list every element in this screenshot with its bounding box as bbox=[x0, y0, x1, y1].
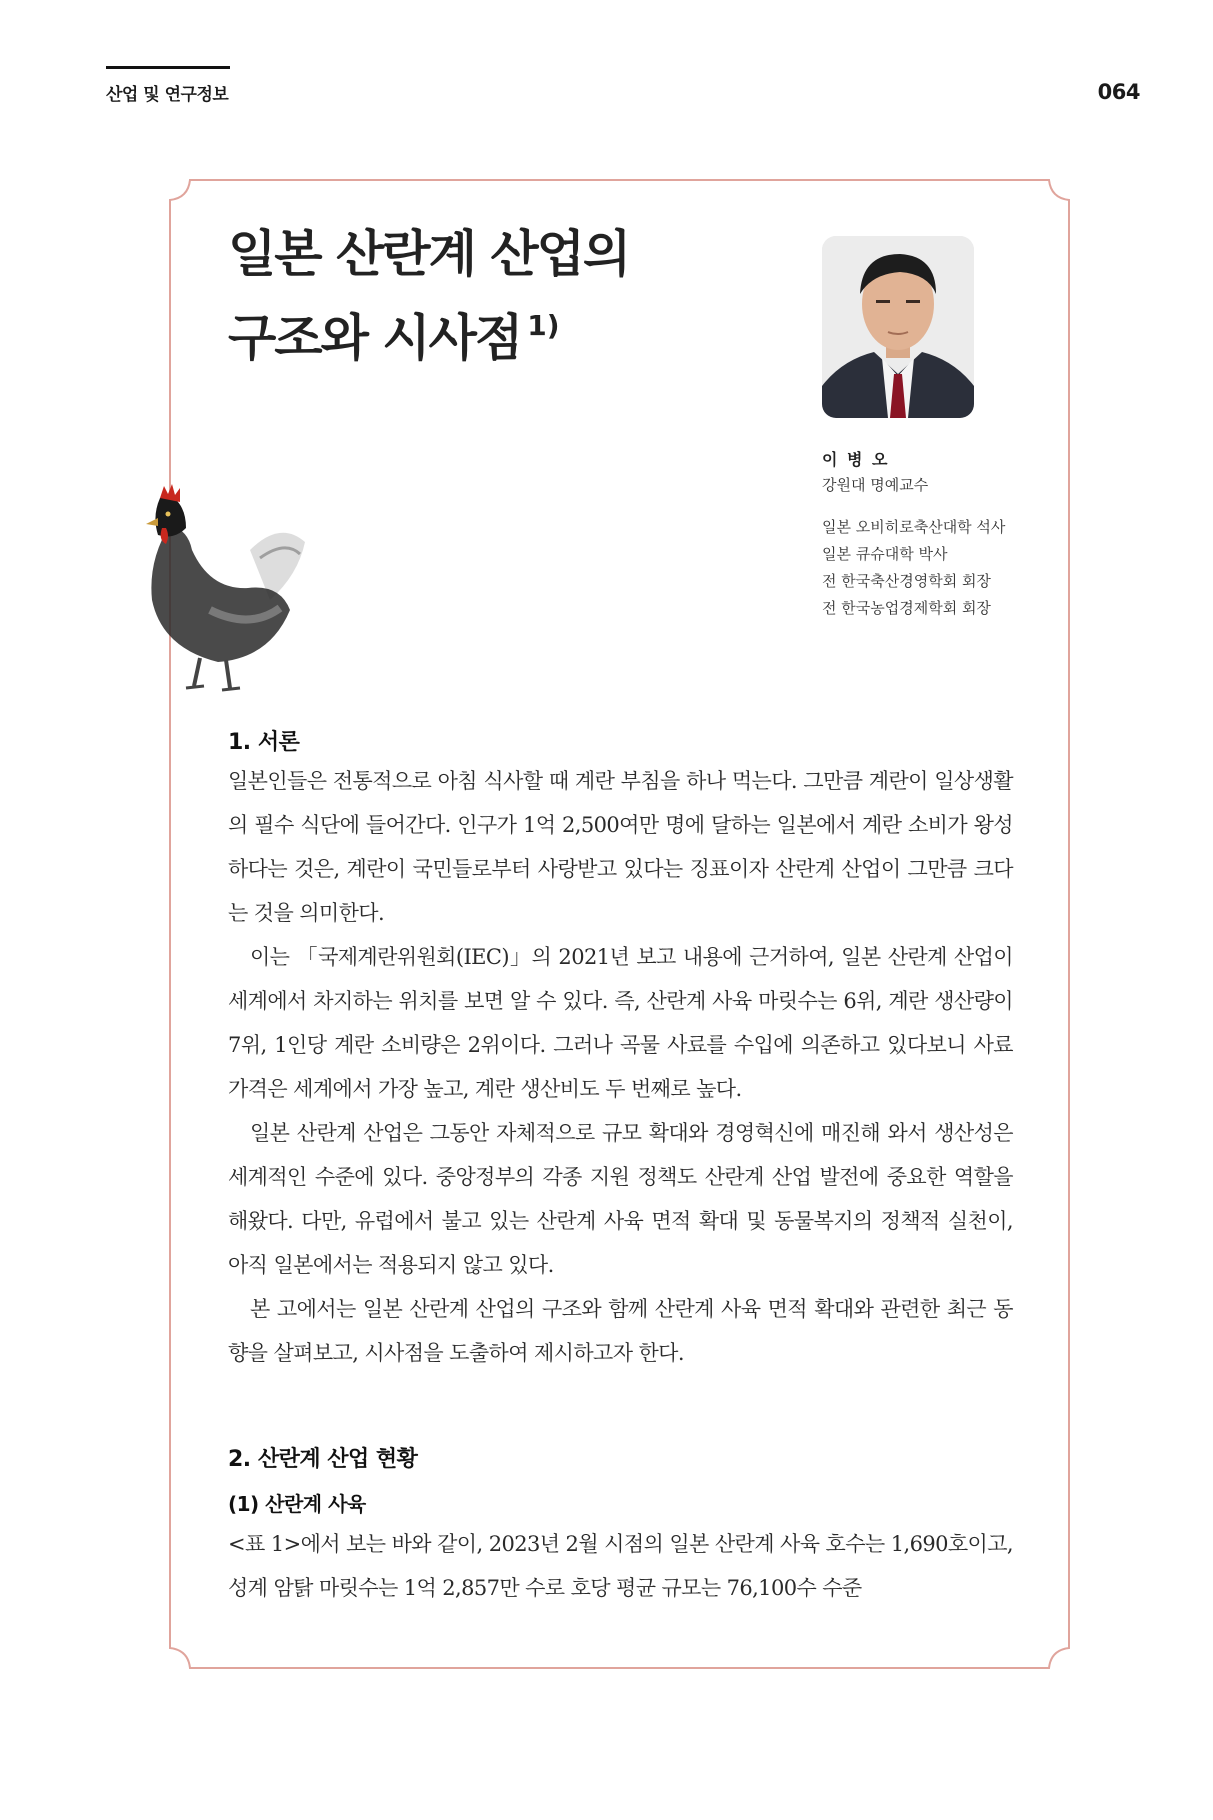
author-photo bbox=[822, 236, 974, 418]
section-label: 산업 및 연구정보 bbox=[106, 85, 229, 105]
intro-body bbox=[228, 759, 1013, 1375]
title-line-2: 구조와 시사점 bbox=[228, 309, 522, 367]
status-heading: 2. 산란계 산업 현황 bbox=[228, 1447, 418, 1472]
intro-paragraph: 본 고에서는 일본 산란계 산업의 구조와 함께 산란계 사육 면적 확대와 관련한 최근 동향을 살펴보고, 시사점을 도출하여 제시하고자 한다. bbox=[228, 1297, 1013, 1365]
intro-paragraph: 일본인들은 전통적으로 아침 식사할 때 계란 부침을 하나 먹는다. 그만큼 계란이 일상생활의 필수 식단에 들어간다. 인구가 1억 2,500여만 명에 달하는 일본에서 계란 소비가 왕성하다는 것은, 계란이 국민들로부터 사랑받고 있다는 징표이자 산란계 산업이 그만큼 크다는 것을 의미한다. bbox=[228, 769, 1013, 925]
page-number: 064 bbox=[1097, 80, 1140, 104]
status-subheading: (1) 산란계 사육 bbox=[228, 1492, 366, 1516]
title-footnote-marker: 1) bbox=[527, 309, 560, 342]
title-line-1: 일본 산란계 산업의 bbox=[228, 225, 630, 283]
status-paragraph: <표 1>에서 보는 바와 같이, 2023년 2월 시점의 일본 산란계 사육 호수는 1,690호이고, 성계 암탉 마릿수는 1억 2,857만 수로 호당 평균 규모는 76,100수 수준 bbox=[228, 1532, 1013, 1600]
author-title: 강원대 명예교수 bbox=[822, 476, 929, 494]
intro-heading: 1. 서론 bbox=[228, 730, 300, 755]
bio-item: 전 한국축산경영학회 회장 bbox=[822, 572, 991, 590]
author-name: 이 병 오 bbox=[822, 450, 890, 469]
status-body bbox=[228, 1522, 1013, 1610]
header-rule bbox=[106, 66, 230, 69]
intro-paragraph: 일본 산란계 산업은 그동안 자체적으로 규모 확대와 경영혁신에 매진해 와서 생산성은 세계적인 수준에 있다. 중앙정부의 각종 지원 정책도 산란계 산업 발전에 중요한 역할을 해왔다. 다만, 유럽에서 불고 있는 산란계 사육 면적 확대 및 동물복지의 정책적 실천이, 아직 일본에서는 적용되지 않고 있다. bbox=[228, 1121, 1013, 1277]
bio-item: 전 한국농업경제학회 회장 bbox=[822, 599, 991, 617]
bio-item: 일본 큐슈대학 박사 bbox=[822, 545, 948, 563]
hen-illustration bbox=[130, 480, 315, 695]
intro-paragraph: 이는 「국제계란위원회(IEC)」의 2021년 보고 내용에 근거하여, 일본 산란계 산업이 세계에서 차지하는 위치를 보면 알 수 있다. 즉, 산란계 사육 마릿수는 6위, 계란 생산량이 7위, 1인당 계란 소비량은 2위이다. 그러나 곡물 사료를 수입에 의존하고 있다보니 사료 가격은 세계에서 가장 높고, 계란 생산비도 두 번째로 높다. bbox=[228, 945, 1013, 1101]
bio-item: 일본 오비히로축산대학 석사 bbox=[822, 518, 1006, 536]
article-title bbox=[228, 218, 629, 374]
author-bio bbox=[822, 514, 1005, 622]
